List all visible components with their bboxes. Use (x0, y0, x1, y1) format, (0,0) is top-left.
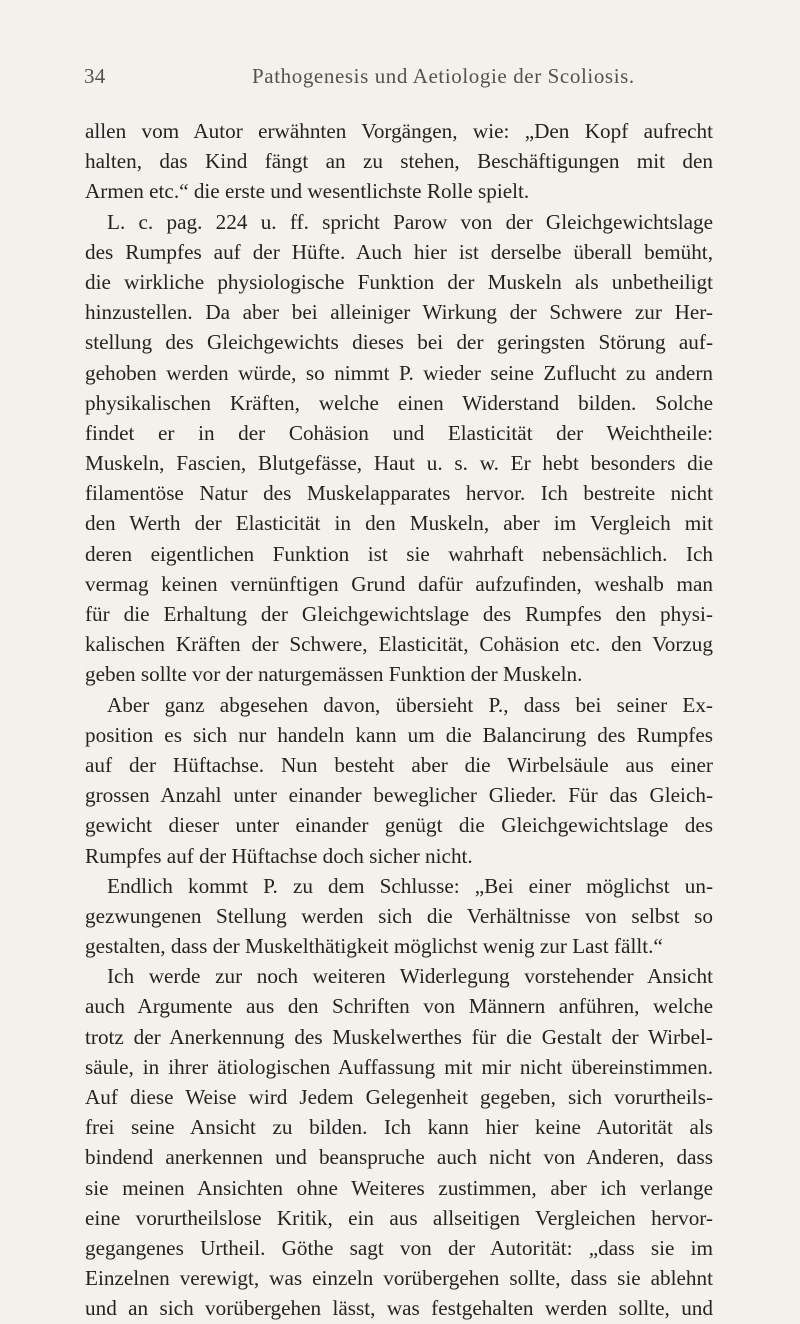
text-line: für die Erhaltung der Gleichgewichtslage des Rumpfes den physi- (85, 602, 713, 626)
text-line: halten, das Kind fängt an zu stehen, Beschäftigungen mit den (85, 149, 713, 174)
text-line: gewicht dieser unter einander genügt die Gleichgewichtslage des (85, 813, 713, 838)
text-line: Aber ganz abgesehen davon, übersieht P., dass bei seiner Ex- (107, 692, 713, 717)
text-line: Rumpfes auf der Hüftachse doch sicher nicht. (85, 843, 473, 868)
text-line: eine vorurtheilslose Kritik, ein aus allseitigen Vergleichen hervor- (85, 1205, 713, 1230)
text-line: trotz der Anerkennung des Muskelwerthes für die Gestalt der Wirbel- (85, 1024, 713, 1049)
text-line: Armen etc.“ die erste und wesentlichste Rolle spielt. (85, 179, 530, 204)
text-line: allen vom Autor erwähnten Vorgängen, wie: „Den Kopf aufrecht (85, 119, 713, 143)
text-line: Ich werde zur noch weiteren Widerlegung vorstehender Ansicht (107, 964, 713, 989)
text-line: Muskeln, Fascien, Blutgefässe, Haut u. s. w. Er hebt besonders die (85, 451, 713, 476)
text-line: grossen Anzahl unter einander beweglicher Glieder. Für das Gleich- (85, 783, 713, 808)
running-head (0, 64, 800, 92)
text-line: bindend anerkennen und beanspruche auch nicht von Anderen, dass (85, 1145, 713, 1170)
text-line: deren eigentlichen Funktion ist sie wahrhaft nebensächlich. Ich (85, 541, 713, 566)
text-line: die wirkliche physiologische Funktion der Muskeln als unbetheiligt (85, 269, 713, 294)
text-line: hinzustellen. Da aber bei alleiniger Wirkung der Schwere zur Her- (85, 300, 713, 325)
text-line: gegangenes Urtheil. Göthe sagt von der Autorität: „dass sie im (85, 1235, 713, 1260)
text-line: geben sollte vor der naturgemässen Funktion der Muskeln. (85, 662, 583, 687)
text-line: kalischen Kräften der Schwere, Elasticität, Cohäsion etc. den Vorzug (85, 632, 713, 657)
text-line: L. c. pag. 224 u. ff. spricht Parow von der Gleichgewichtslage (107, 209, 713, 234)
running-title: Pathogenesis und Aetiologie der Scoliosis. (252, 64, 635, 88)
text-line: Einzelnen verewigt, was einzeln vorübergehen sollte, dass sie ablehnt (85, 1266, 713, 1291)
text-line: gezwungenen Stellung werden sich die Verhältnisse von selbst so (85, 903, 713, 928)
text-line: stellung des Gleichgewichts dieses bei der geringsten Störung auf- (85, 330, 713, 355)
text-line: frei seine Ansicht zu bilden. Ich kann hier keine Autorität als (85, 1115, 713, 1140)
page-number: 34 (84, 64, 106, 88)
text-line: filamentöse Natur des Muskelapparates hervor. Ich bestreite nicht (85, 481, 713, 506)
text-line: säule, in ihrer ätiologischen Auffassung mit mir nicht übereinstimmen. (85, 1054, 713, 1079)
text-line: Auf diese Weise wird Jedem Gelegenheit gegeben, sich vorurtheils- (85, 1085, 713, 1109)
text-line: vermag keinen vernünftigen Grund dafür aufzufinden, weshalb man (85, 571, 713, 596)
text-line: auf der Hüftachse. Nun besteht aber die Wirbelsäule aus einer (85, 752, 713, 777)
text-line: findet er in der Cohäsion und Elasticität der Weichtheile: (85, 420, 713, 445)
text-line: sie meinen Ansichten ohne Weiteres zustimmen, aber ich verlange (85, 1175, 713, 1200)
text-line: Endlich kommt P. zu dem Schlusse: „Bei einer möglichst un- (107, 873, 713, 898)
text-line: gestalten, dass der Muskelthätigkeit möglichst wenig zur Last fällt.“ (85, 934, 663, 959)
text-line: physikalischen Kräften, welche einen Widerstand bilden. Solche (85, 390, 713, 415)
text-line: auch Argumente aus den Schriften von Männern anführen, welche (85, 994, 713, 1019)
text-line: und an sich vorübergehen lässt, was festgehalten werden sollte, und (85, 1296, 713, 1321)
text-line: position es sich nur handeln kann um die Balancirung des Rumpfes (85, 722, 713, 747)
text-line: des Rumpfes auf der Hüfte. Auch hier ist derselbe überall bemüht, (85, 239, 713, 264)
body-text (85, 116, 713, 1324)
text-line: den Werth der Elasticität in den Muskeln, aber im Vergleich mit (85, 511, 713, 536)
text-line: gehoben werden würde, so nimmt P. wieder seine Zuflucht zu andern (85, 360, 713, 385)
